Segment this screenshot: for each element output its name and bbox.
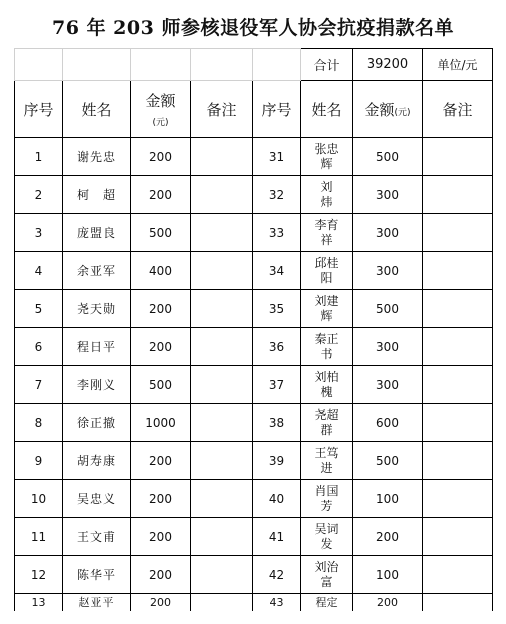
name-cell-2: 李育 祥 [301,214,353,252]
header-note: 备注 [191,81,253,138]
seq-cell: 12 [15,556,63,594]
amount-cell: 500 [131,366,191,404]
seq-cell-2: 39 [253,442,301,480]
note-cell [191,328,253,366]
table-row [15,366,493,404]
seq-cell: 7 [15,366,63,404]
amount-cell-2: 100 [353,556,423,594]
name-cell-2: 张忠 辉 [301,138,353,176]
empty-cell [191,49,253,81]
empty-cell [131,49,191,81]
seq-cell: 3 [15,214,63,252]
amount-cell: 200 [131,518,191,556]
note-cell-2 [423,214,493,252]
note-cell-2 [423,176,493,214]
seq-cell-2: 34 [253,252,301,290]
seq-cell: 6 [15,328,63,366]
amount-cell: 200 [131,290,191,328]
amount-cell: 400 [131,252,191,290]
name-cell-2: 吴词 发 [301,518,353,556]
name-cell: 谢先忠 [63,138,131,176]
seq-cell-2: 37 [253,366,301,404]
table-row [15,518,493,556]
note-cell [191,404,253,442]
name-cell-2: 刘柏 槐 [301,366,353,404]
name-cell-2: 尧超 群 [301,404,353,442]
seq-cell-2: 42 [253,556,301,594]
note-cell [191,214,253,252]
note-cell-2 [423,290,493,328]
seq-cell: 10 [15,480,63,518]
sheet-title: 76 年 203 师参核退役军人协会抗疫捐款名单 [52,16,454,39]
note-cell [191,176,253,214]
name-cell-2: 刘建 辉 [301,290,353,328]
table-row [15,480,493,518]
header-seq-2: 序号 [253,81,301,138]
header-amount-label: 金额 [145,92,176,110]
seq-cell: 8 [15,404,63,442]
amount-cell-2: 300 [353,176,423,214]
seq-cell: 5 [15,290,63,328]
amount-cell-2: 300 [353,252,423,290]
empty-cell [63,49,131,81]
empty-cell [15,49,63,81]
amount-cell-2: 500 [353,442,423,480]
seq-cell-2: 35 [253,290,301,328]
amount-cell-2: 300 [353,214,423,252]
header-amount-label-2: 金额 [364,100,395,119]
name-cell: 余亚军 [63,252,131,290]
amount-cell: 200 [131,442,191,480]
table-row [15,252,493,290]
seq-cell: 13 [15,594,63,612]
seq-cell-2: 40 [253,480,301,518]
name-cell: 胡寿康 [63,442,131,480]
amount-cell: 200 [131,594,191,612]
header-amount-unit-2: (元) [394,107,411,118]
seq-cell-2: 38 [253,404,301,442]
header-name-2: 姓名 [301,81,353,138]
amount-cell: 500 [131,214,191,252]
seq-cell: 11 [15,518,63,556]
name-cell-2: 刘治 富 [301,556,353,594]
amount-cell: 1000 [131,404,191,442]
name-cell-2: 邱桂 阳 [301,252,353,290]
amount-cell-2: 200 [353,518,423,556]
total-label: 合计 [301,49,353,81]
seq-cell-2: 36 [253,328,301,366]
note-cell [191,556,253,594]
table-row [15,404,493,442]
name-cell: 柯 超 [63,176,131,214]
header-row [15,81,493,138]
header-name: 姓名 [63,81,131,138]
name-cell: 徐正撤 [63,404,131,442]
note-cell [191,252,253,290]
note-cell-2 [423,252,493,290]
header-seq: 序号 [15,81,63,138]
name-cell-2: 肖国 芳 [301,480,353,518]
seq-cell: 1 [15,138,63,176]
total-row [15,49,493,81]
header-note-2: 备注 [423,81,493,138]
name-cell: 赵亚平 [63,594,131,612]
seq-cell-2: 32 [253,176,301,214]
note-cell [191,366,253,404]
empty-cell [253,49,301,81]
amount-cell-2: 600 [353,404,423,442]
amount-cell-2: 300 [353,366,423,404]
note-cell-2 [423,442,493,480]
table-row [15,328,493,366]
table-row [15,214,493,252]
note-cell [191,138,253,176]
note-cell-2 [423,556,493,594]
amount-cell-2: 500 [353,290,423,328]
amount-cell: 200 [131,480,191,518]
name-cell: 陈华平 [63,556,131,594]
seq-cell-2: 43 [253,594,301,612]
note-cell-2 [423,328,493,366]
note-cell [191,480,253,518]
note-cell-2 [423,594,493,612]
total-value: 39200 [353,49,423,81]
table-row [15,176,493,214]
seq-cell-2: 33 [253,214,301,252]
header-amount [131,81,191,138]
header-amount-unit: (元) [152,118,169,128]
seq-cell: 4 [15,252,63,290]
table-row [15,556,493,594]
name-cell-2: 秦正 书 [301,328,353,366]
note-cell [191,594,253,612]
table-row [15,138,493,176]
name-cell: 尧天勋 [63,290,131,328]
name-cell: 程日平 [63,328,131,366]
seq-cell-2: 41 [253,518,301,556]
amount-cell: 200 [131,176,191,214]
amount-cell: 200 [131,138,191,176]
amount-cell-2: 300 [353,328,423,366]
name-cell: 王文甫 [63,518,131,556]
amount-cell-2: 200 [353,594,423,612]
name-cell-2: 刘 炜 [301,176,353,214]
name-cell: 李刚义 [63,366,131,404]
name-cell: 吴忠义 [63,480,131,518]
note-cell [191,518,253,556]
table-row [15,290,493,328]
amount-cell: 200 [131,556,191,594]
seq-cell: 9 [15,442,63,480]
table-row [15,594,493,612]
amount-cell: 200 [131,328,191,366]
name-cell: 庞盟良 [63,214,131,252]
name-cell-2: 程定 [301,594,353,612]
name-cell-2: 王笃 进 [301,442,353,480]
unit-label: 单位/元 [423,49,493,81]
donation-table [14,48,493,611]
note-cell-2 [423,138,493,176]
note-cell-2 [423,404,493,442]
note-cell-2 [423,366,493,404]
header-amount-2 [353,81,423,138]
seq-cell: 2 [15,176,63,214]
note-cell [191,290,253,328]
amount-cell-2: 100 [353,480,423,518]
amount-cell-2: 500 [353,138,423,176]
note-cell-2 [423,518,493,556]
table-row [15,442,493,480]
seq-cell-2: 31 [253,138,301,176]
note-cell-2 [423,480,493,518]
note-cell [191,442,253,480]
